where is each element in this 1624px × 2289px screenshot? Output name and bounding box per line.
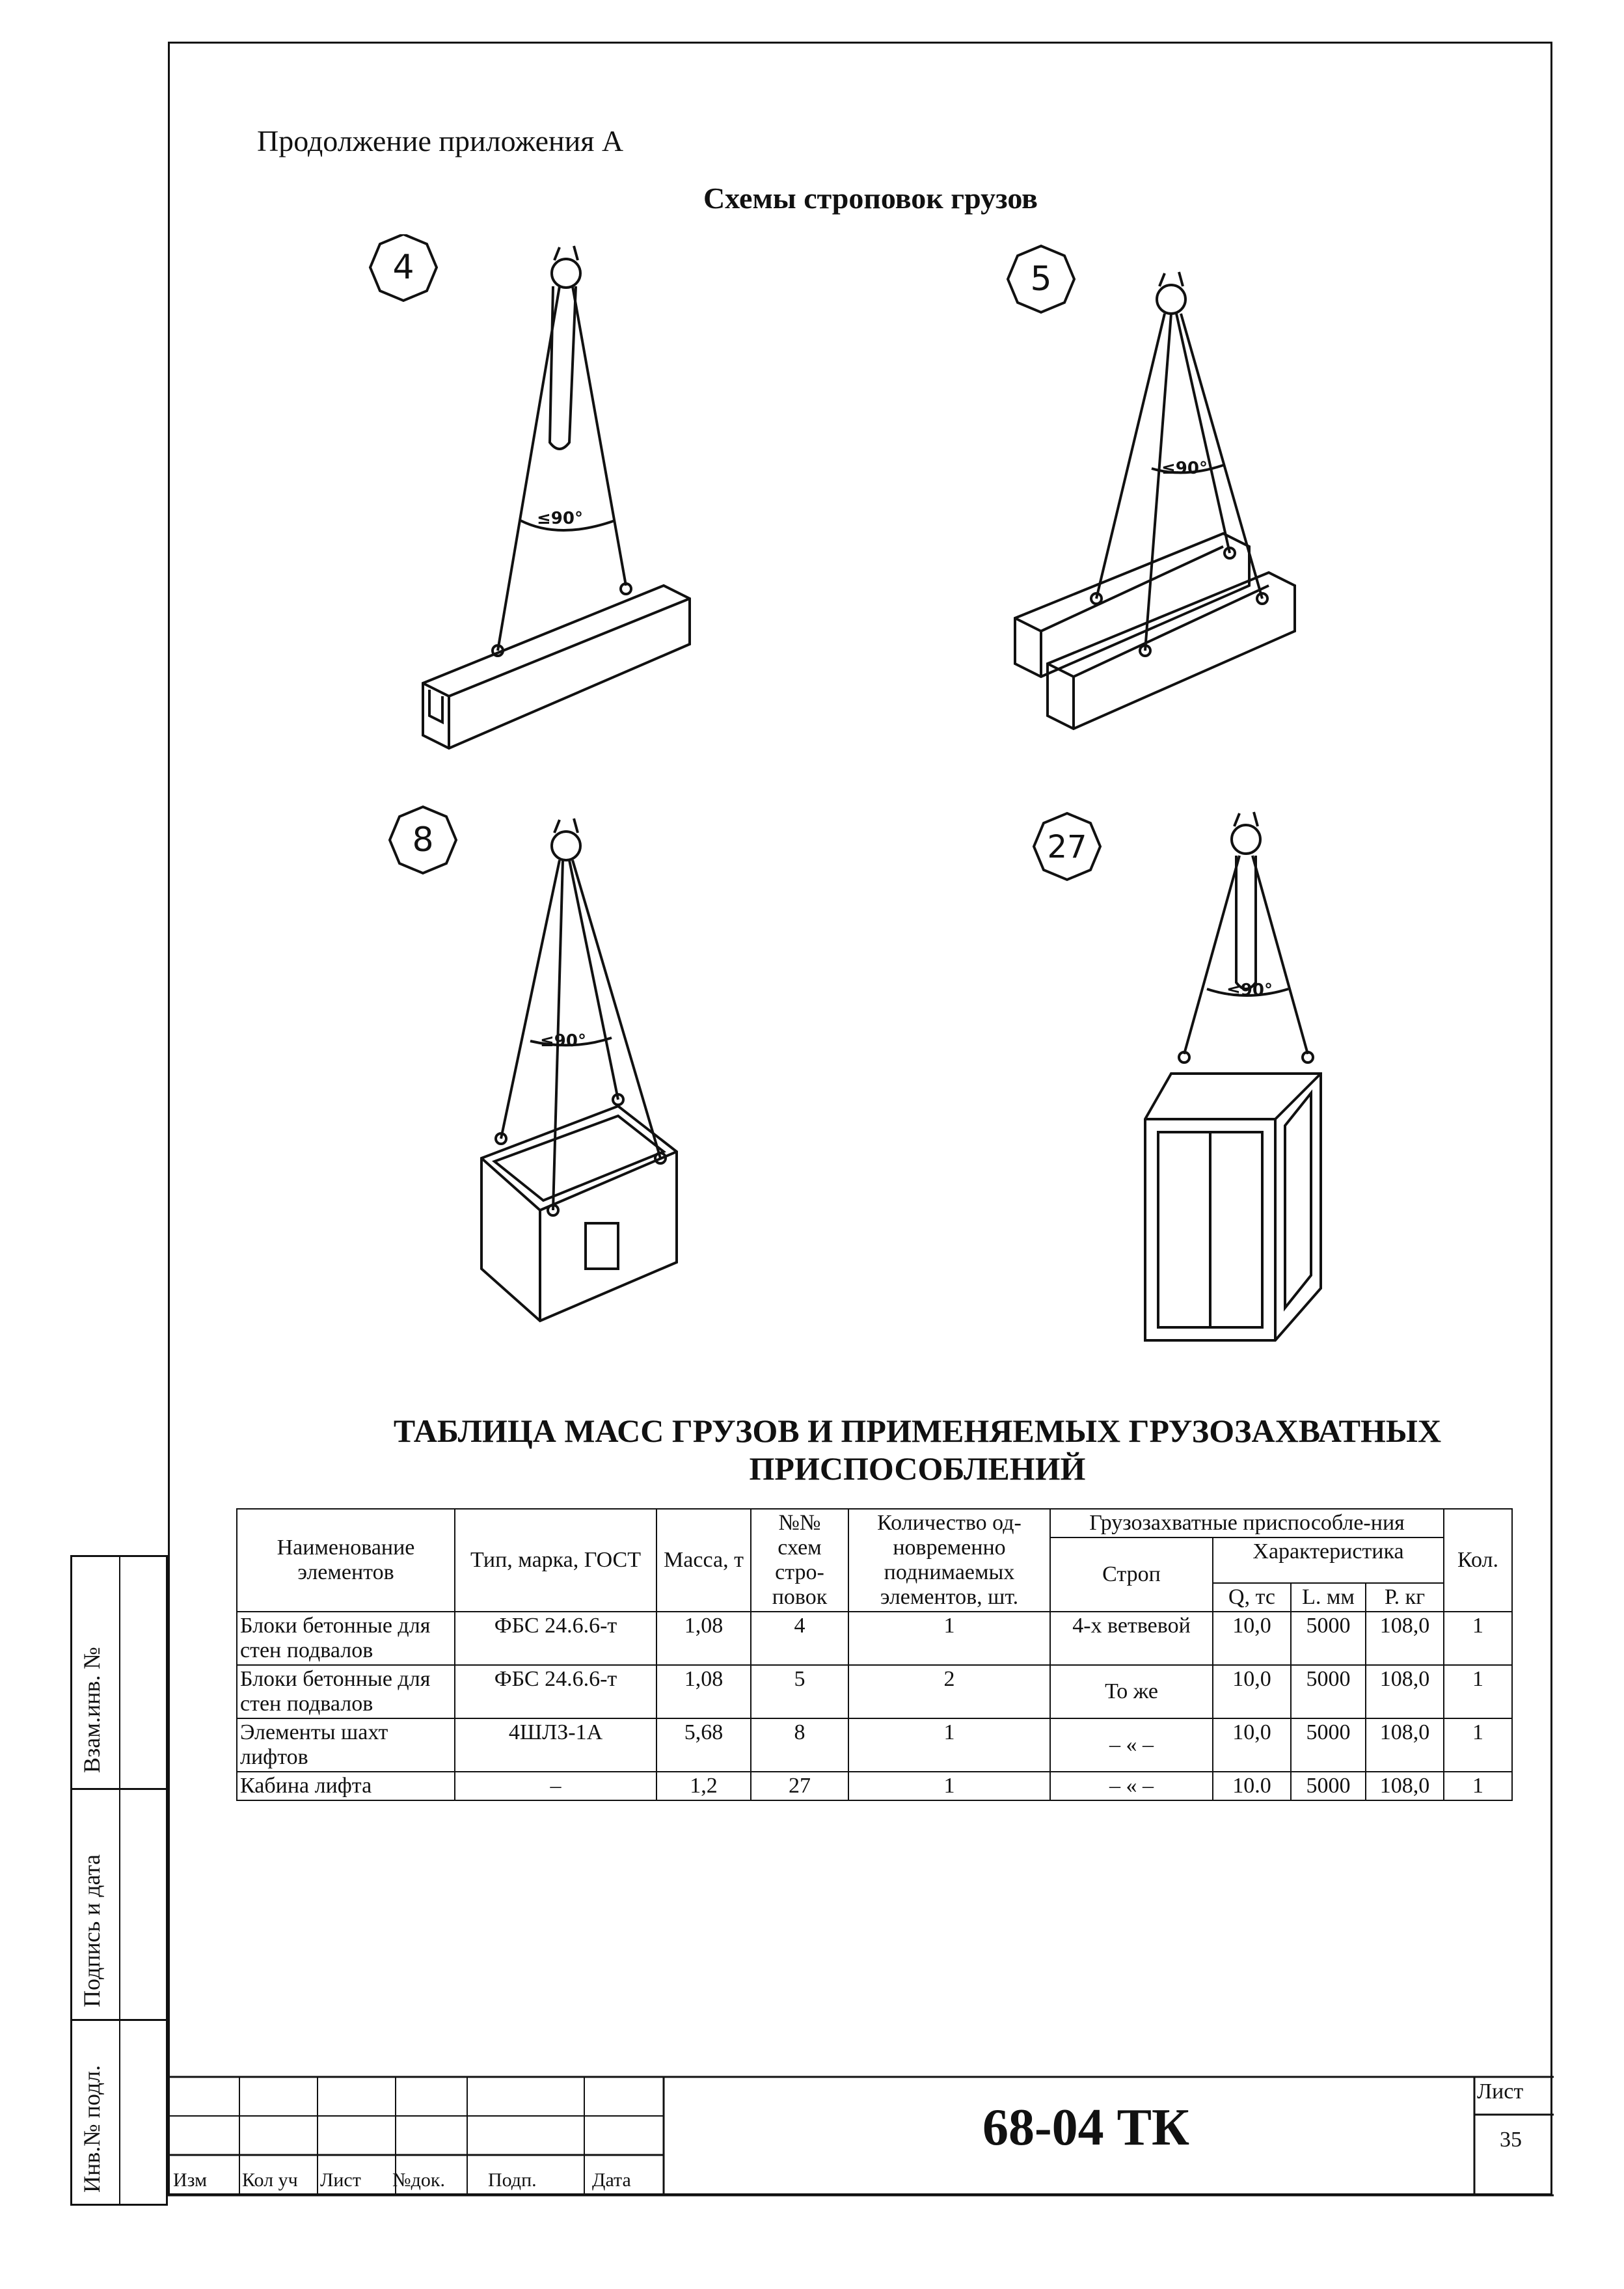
sheet-number: 35 [1500,2128,1522,2152]
angle-label: ≤90° [1161,459,1208,478]
angle-label: ≤90° [540,1031,586,1051]
header-qty: Кол. [1444,1509,1512,1612]
header-count: Количество од-новременно поднимаемых элементов, шт. [848,1509,1050,1612]
crane-hook-icon [1232,825,1260,854]
document-code: 68-04 ТК [982,2099,1190,2156]
header-characteristics: Характеристика [1213,1537,1444,1583]
header-sling: Строп [1050,1537,1213,1612]
stamp-col-podp: Подп. [488,2169,537,2191]
stamp-col-izm: Изм [173,2169,208,2191]
scheme-number: 5 [1030,260,1052,299]
crane-hook-icon [552,832,580,860]
scheme-number: 27 [1047,829,1087,865]
scheme-27 [1034,812,1321,1340]
scheme-8 [390,807,677,1321]
stamp-col-kol: Кол уч [242,2169,298,2191]
scheme-number: 8 [412,820,434,860]
header-l: L. мм [1291,1583,1366,1612]
continuation-label: Продолжение приложения А [257,124,624,157]
stamp-col-ndok: №док. [392,2169,445,2191]
angle-label: ≤90° [1226,981,1273,1000]
side-label-inv-sub: Взам.инв. № [79,1647,105,1773]
stamp-col-list: Лист [320,2169,361,2191]
stamp-col-data: Дата [592,2169,631,2191]
table-title: ТАБЛИЦА МАСС ГРУЗОВ И ПРИМЕНЯЕМЫХ ГРУЗОЗАХВАТНЫХ ПРИСПОСОБЛЕНИЙ [393,1413,1442,1487]
title-block-grid [168,2076,1554,2197]
table-row: Блоки бетонные для стен подвалов ФБС 24.6.6-т 1,08 4 1 4-х ветвевой 10,0 5000 108,0 1 [237,1612,1512,1665]
side-label-signature: Подпись и дата [79,1854,105,2007]
header-q: Q, тс [1213,1583,1291,1612]
header-devices: Грузозахватные приспособле-ния [1050,1509,1444,1537]
header-name: Наименование элементов [237,1509,455,1612]
slinging-schemes-drawing [364,234,1470,1366]
header-schemes: №№ схем стро-повок [751,1509,848,1612]
schemes-subtitle: Схемы строповок грузов [703,182,1038,215]
scheme-5 [1008,246,1295,729]
masses-table [236,1508,1513,1801]
crane-hook-icon [552,259,580,288]
header-p: Р. кг [1366,1583,1444,1612]
crane-hook-icon [1157,285,1185,314]
header-type: Тип, марка, ГОСТ [455,1509,656,1612]
sheet-label: Лист [1477,2079,1524,2104]
side-label-inv-orig: Инв.№ подл. [79,2065,105,2193]
scheme-4 [370,234,690,748]
header-mass: Масса, т [656,1509,751,1612]
table-row: Кабина лифта – 1,2 27 1 – « – 10.0 5000 108,0 1 [237,1772,1512,1800]
table-row: Блоки бетонные для стен подвалов ФБС 24.6.6-т 1,08 5 2 То же 10,0 5000 108,0 1 [237,1665,1512,1718]
table-row: Элементы шахт лифтов 4ШЛЗ-1А 5,68 8 1 – « – 10,0 5000 108,0 1 [237,1718,1512,1772]
scheme-number: 4 [392,248,414,287]
angle-label: ≤90° [537,509,583,528]
